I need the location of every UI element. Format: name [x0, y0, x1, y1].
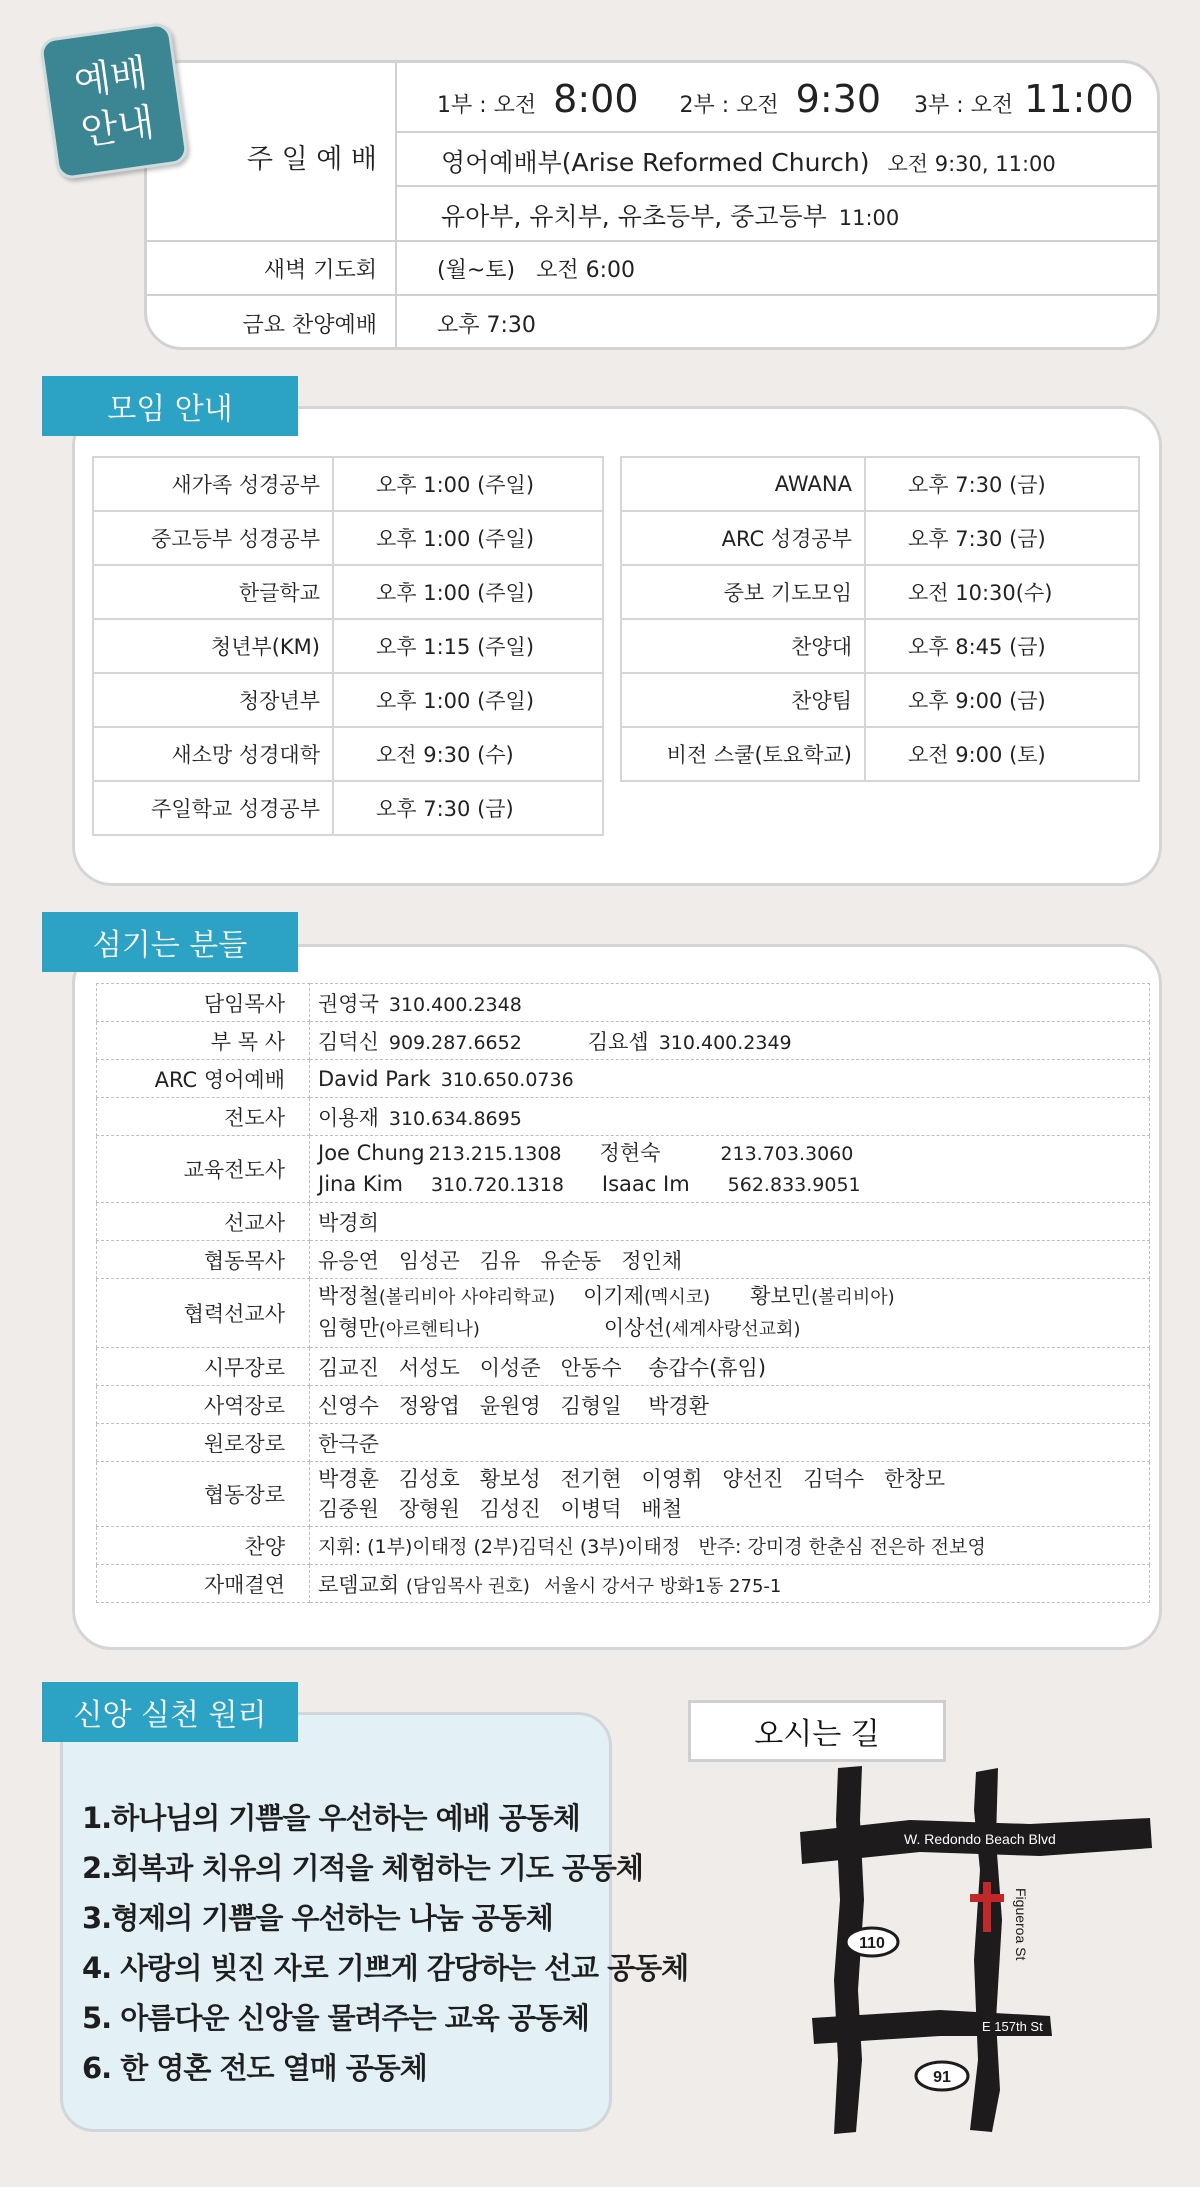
table-row: 부 목 사 김덕신 909.287.6652 김요셉 310.400.2349 [97, 1022, 1150, 1060]
meeting-row [621, 565, 1139, 619]
meeting-row [93, 565, 603, 619]
meeting-label: ARC 성경공부 [621, 511, 865, 565]
table-row: 전도사 이용재 310.634.8695 [97, 1098, 1150, 1136]
table-row: 협동목사 유응연 임성곤 김유 유순동 정인채 [97, 1241, 1150, 1279]
table-row: 협동장로 박경훈 김성호 황보성 전기현 이영휘 양선진 김덕수 한창모 김중원 장형원 김성진 이병덕 배철 [97, 1462, 1150, 1527]
faith-list [82, 1796, 688, 2096]
meeting-row [621, 727, 1139, 781]
meeting-row [93, 673, 603, 727]
meeting-label: 새가족 성경공부 [93, 457, 333, 511]
street-label-157th: E 157th St [982, 2019, 1043, 2034]
meeting-label: 청장년부 [93, 673, 333, 727]
street-label-redondo: W. Redondo Beach Blvd [904, 1831, 1056, 1847]
worship-badge: 예배 안내 [39, 22, 189, 181]
table-row [97, 984, 1150, 1022]
meeting-time: 오전 9:00 (토) [865, 727, 1139, 781]
faith-item: 3.형제의 기쁨을 우선하는 나눔 공동체 [82, 1901, 553, 1935]
faith-item: 6. 한 영혼 전도 열매 공동체 [82, 2051, 427, 2085]
meeting-row [93, 619, 603, 673]
sunday-service-times: 1부 : 오전 8:00 2부 : 오전 9:30 3부 : 오전 11:00 [437, 77, 1134, 121]
dawn-prayer-label: 새벽 기도회 [263, 258, 377, 283]
meeting-row [621, 511, 1139, 565]
faith-item: 1.하나님의 기쁨을 우선하는 예배 공동체 [82, 1801, 580, 1835]
meeting-label: 중고등부 성경공부 [93, 511, 333, 565]
meeting-label: 새소망 성경대학 [93, 727, 333, 781]
meetings-table-left [92, 456, 604, 836]
table-row: 협력선교사 박정철(볼리비아 사야리학교) 이기제(멕시코) 황보민(볼리비아) 임형만(아르헨티나) 이상선(세계사랑선교회) [97, 1279, 1150, 1348]
meetings-title: 모임 안내 [42, 376, 298, 436]
meeting-time: 오후 8:45 (금) [865, 619, 1139, 673]
meeting-row [621, 619, 1139, 673]
meeting-row [621, 457, 1139, 511]
person-name: 권영국 [318, 991, 379, 1016]
table-row: 찬양 지휘: (1부)이태정 (2부)김덕신 (3부)이태정 반주: 강미경 한춘심 전은하 전보영 [97, 1527, 1150, 1565]
servants-title: 섬기는 분들 [42, 912, 298, 972]
faith-item: 5. 아름다운 신앙을 물려주는 교육 공동체 [82, 2001, 589, 2035]
friday-worship-time: 오후 7:30 [437, 313, 536, 338]
meeting-time: 오후 7:30 (금) [865, 511, 1139, 565]
faith-item: 2.회복과 치유의 기적을 체험하는 기도 공동체 [82, 1851, 643, 1885]
meeting-row [93, 511, 603, 565]
table-row: 선교사 박경희 [97, 1203, 1150, 1241]
freeway-110-shield-icon [846, 1928, 898, 1956]
meetings-table-right [620, 456, 1140, 782]
directions-title: 오시는 길 [688, 1700, 946, 1762]
meeting-label: 찬양팀 [621, 673, 865, 727]
meeting-time: 오후 9:00 (금) [865, 673, 1139, 727]
meeting-label: 찬양대 [621, 619, 865, 673]
phone: 310.400.2348 [388, 993, 522, 1016]
servants-table [96, 983, 1150, 1603]
english-service: 영어예배부(Arise Reformed Church) 오전 9:30, 11:00 [441, 148, 1056, 177]
table-row: 사역장로 신영수 정왕엽 윤원영 김형일 박경환 [97, 1386, 1150, 1424]
meeting-time: 오후 1:00 (주일) [333, 457, 603, 511]
meeting-label: 한글학교 [93, 565, 333, 619]
faith-title: 신앙 실천 원리 [42, 1682, 298, 1742]
table-row: 시무장로 김교진 서성도 이성준 안동수 송갑수(휴임) [97, 1348, 1150, 1386]
meeting-time: 오후 1:00 (주일) [333, 673, 603, 727]
meeting-label: AWANA [621, 457, 865, 511]
meeting-label: 주일학교 성경공부 [93, 781, 333, 835]
row-label: 부 목 사 [97, 1022, 310, 1060]
friday-worship-label: 금요 찬양예배 [242, 313, 377, 338]
street-label-figueroa: Figueroa St [1013, 1888, 1029, 1961]
meeting-time: 오후 7:30 (금) [865, 457, 1139, 511]
table-row: 자매결연 로뎀교회 (담임목사 권호) 서울시 강서구 방화1동 275-1 [97, 1565, 1150, 1603]
meeting-row [93, 727, 603, 781]
freeway-91-shield-icon [916, 2062, 968, 2090]
kids-service: 유아부, 유치부, 유초등부, 중고등부 11:00 [441, 202, 900, 231]
meeting-time: 오전 10:30(수) [865, 565, 1139, 619]
meeting-time: 오전 9:30 (수) [333, 727, 603, 781]
meeting-label: 중보 기도모임 [621, 565, 865, 619]
sunday-worship-label: 주 일 예 배 [246, 144, 377, 175]
table-row: 교육전도사 Joe Chung 213.215.1308 정현숙 213.703.3060 Jina Kim 310.720.1318 Isaac Im 562.833.9051 [97, 1136, 1150, 1203]
row-label: 담임목사 [97, 984, 310, 1022]
meeting-row [93, 457, 603, 511]
meeting-time: 오후 7:30 (금) [333, 781, 603, 835]
dawn-prayer-time: (월~토) 오전 6:00 [437, 258, 636, 283]
worship-panel [144, 60, 1160, 350]
meeting-time: 오후 1:00 (주일) [333, 565, 603, 619]
meeting-row [621, 673, 1139, 727]
table-row: 원로장로 한극준 [97, 1424, 1150, 1462]
meeting-label: 청년부(KM) [93, 619, 333, 673]
meeting-label: 비전 스쿨(토요학교) [621, 727, 865, 781]
directions-map [790, 1760, 1160, 2140]
faith-item: 4. 사랑의 빚진 자로 기쁘게 감당하는 선교 공동체 [82, 1951, 689, 1985]
svg-text:91: 91 [933, 2069, 951, 2086]
meeting-time: 오후 1:00 (주일) [333, 511, 603, 565]
meeting-time: 오후 1:15 (주일) [333, 619, 603, 673]
meeting-row [93, 781, 603, 835]
svg-text:110: 110 [859, 1935, 885, 1952]
table-row: ARC 영어예배 David Park 310.650.0736 [97, 1060, 1150, 1098]
